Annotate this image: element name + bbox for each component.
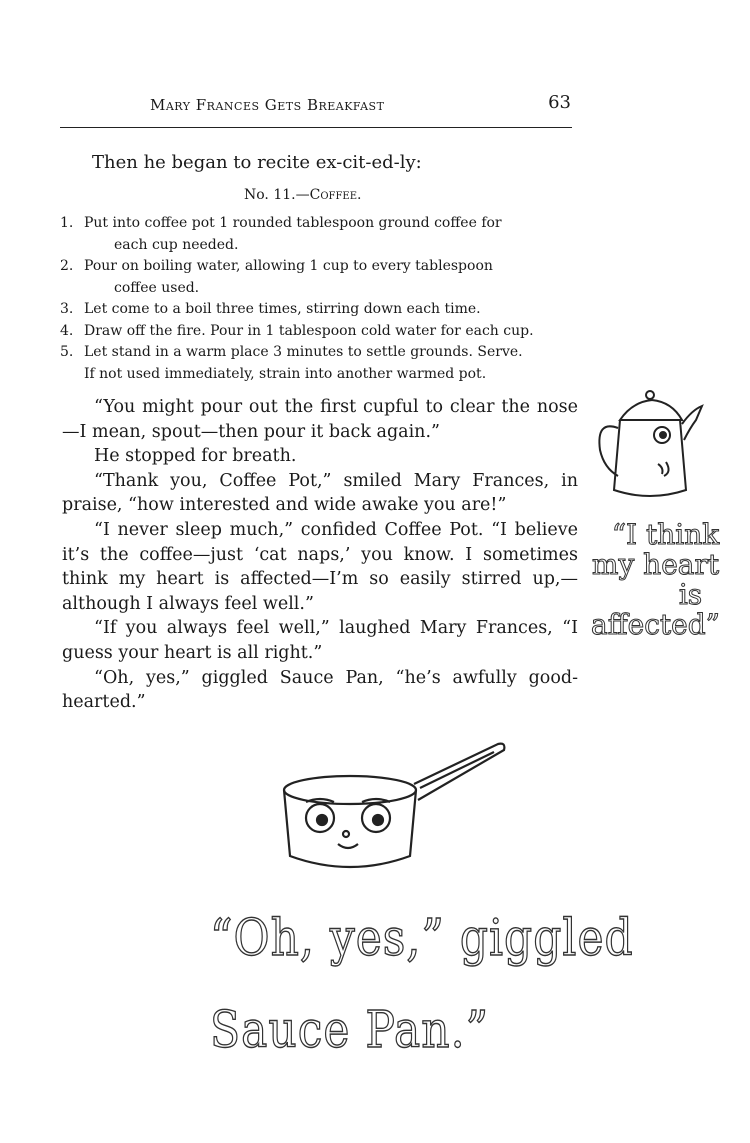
paragraph: “You might pour out the first cupful to clear the nose—I mean, spout—then pour it back again.” — [62, 397, 578, 442]
recipe-number: No. 11.— — [244, 187, 310, 203]
caption-line: is — [678, 578, 703, 611]
caption-line: affected” — [591, 608, 720, 641]
step-number: 1. — [60, 215, 74, 231]
running-title: Mary Frances Gets Breakfast — [150, 96, 385, 114]
paragraph: “If you always feel well,” laughed Mary Frances, “I guess your heart is all right.” — [62, 618, 578, 663]
paragraph: “I never sleep much,” confided Coffee Pot. “I believe it’s the coffee—just ‘cat naps,’ you know. I sometimes think my heart is affected—I’m so easily stirred up,—although I always feel well.” — [62, 519, 578, 614]
page-number: 63 — [548, 92, 571, 113]
step-text: Pour on boiling water, allowing 1 cup to every tablespoon — [84, 258, 493, 274]
step-number: 5. — [60, 344, 74, 360]
step-text: Draw off the fire. Pour in 1 tablespoon cold water for each cup. — [84, 322, 534, 339]
caption-line: my heart — [591, 548, 720, 581]
step-text-cont: If not used immediately, strain into another warmed pot. — [84, 365, 487, 382]
intro-line: Then he began to recite ex-cit-ed-ly: — [92, 152, 422, 173]
step-text-cont: coffee used. — [114, 279, 200, 296]
bottom-caption: “Oh, yes,” giggled Sauce Pan.” — [210, 909, 634, 1060]
step-text: Let come to a boil three times, stirring down each time. — [84, 301, 481, 317]
recipe-steps — [60, 213, 580, 385]
step-number: 3. — [60, 301, 74, 317]
step-text-cont: each cup needed. — [114, 236, 239, 253]
header-rule — [60, 127, 572, 128]
recipe-step — [60, 256, 580, 299]
story-text — [62, 395, 578, 715]
caption-line: “I think — [611, 518, 720, 551]
recipe-step — [60, 342, 580, 385]
recipe-step — [60, 321, 580, 343]
recipe-name: Coffee. — [309, 187, 362, 203]
paragraph: He stopped for breath. — [94, 446, 297, 467]
sauce-pan-illustration — [280, 740, 510, 880]
paragraph: “Oh, yes,” giggled Sauce Pan, “he’s awfully good-hearted.” — [62, 667, 578, 713]
step-text: Let stand in a warm place 3 minutes to settle grounds. Serve. — [84, 344, 523, 360]
recipe-title — [244, 187, 361, 203]
coffee-pot-illustration — [592, 380, 704, 505]
recipe-step — [60, 213, 580, 256]
recipe-step — [60, 299, 580, 321]
running-head — [60, 92, 575, 118]
step-number: 2. — [60, 258, 74, 274]
step-number: 4. — [60, 322, 74, 339]
step-text: Put into coffee pot 1 rounded tablespoon ground coffee for — [84, 215, 502, 231]
paragraph: “Thank you, Coffee Pot,” smiled Mary Frances, in praise, “how interested and wide awake you are!” — [62, 470, 578, 516]
side-caption — [588, 520, 723, 640]
